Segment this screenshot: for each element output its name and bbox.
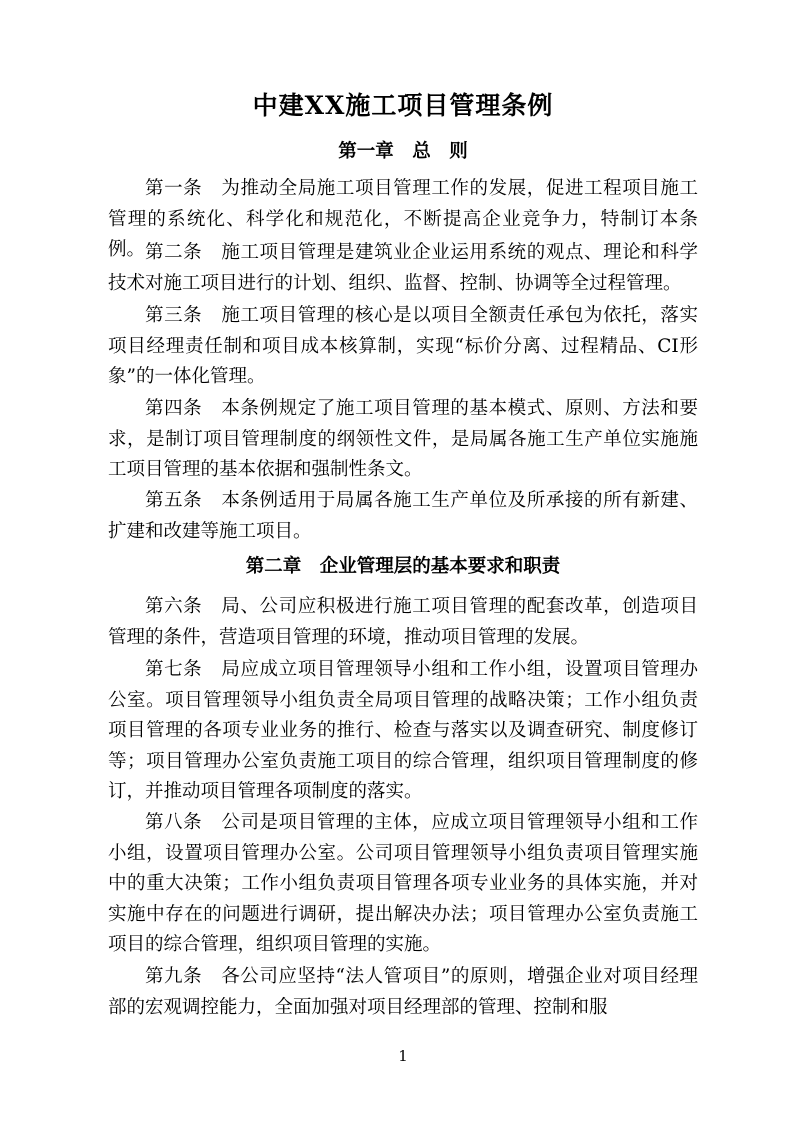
page-number: 1 <box>398 1047 408 1065</box>
article-8: 第八条 公司是项目管理的主体，应成立项目管理领导小组和工作小组，设置项目管理办公室。公司项目管理领导小组负责项目管理实施中的重大决策；工作小组负责项目管理各项专业业务的具体实施，并对实施中存在的问题进行调研，提出解决办法；项目管理办公室负责施工项目的综合管理，组织项目管理的实施。 <box>108 812 698 955</box>
document-page <box>108 0 698 1123</box>
chapter-heading-1: 第一章 总 则 <box>338 141 468 162</box>
article-1: 第一条 为推动全局施工项目管理工作的发展，促进工程项目施工管理的系统化、科学化和规范化，不断提高企业竞争力，特制订本条例。 <box>108 178 698 260</box>
article-4: 第四条 本条例规定了施工项目管理的基本模式、原则、方法和要求，是制订项目管理制度的纲领性文件，是局属各施工生产单位实施施工项目管理的基本依据和强制性条文。 <box>108 398 698 480</box>
article-5: 第五条 本条例适用于局属各施工生产单位及所承接的所有新建、扩建和改建等施工项目。 <box>108 490 698 542</box>
chapter-heading-2: 第二章 企业管理层的基本要求和职责 <box>245 556 561 577</box>
article-9: 第九条 各公司应坚持“法人管项目”的原则，增强企业对项目经理部的宏观调控能力，全面加强对项目经理部的管理、控制和服 <box>108 966 698 1018</box>
article-3: 第三条 施工项目管理的核心是以项目全额责任承包为依托，落实项目经理责任制和项目成本核算制，实现“标价分离、过程精品、CI形象”的一体化管理。 <box>108 305 698 387</box>
article-2: 第二条 施工项目管理是建筑业企业运用系统的观点、理论和科学技术对施工项目进行的计划、组织、监督、控制、协调等全过程管理。 <box>108 242 698 294</box>
article-6: 第六条 局、公司应积极进行施工项目管理的配套改革，创造项目管理的条件，营造项目管理的环境，推动项目管理的发展。 <box>108 596 698 648</box>
document-title: 中建XX施工项目管理条例 <box>252 91 554 120</box>
article-7: 第七条 局应成立项目管理领导小组和工作小组，设置项目管理办公室。项目管理领导小组负责全局项目管理的战略决策；工作小组负责项目管理的各项专业业务的推行、检查与落实以及调查研究、制度修订等；项目管理办公室负责施工项目的综合管理，组织项目管理制度的修订，并推动项目管理各项制度的落实。 <box>108 659 698 802</box>
